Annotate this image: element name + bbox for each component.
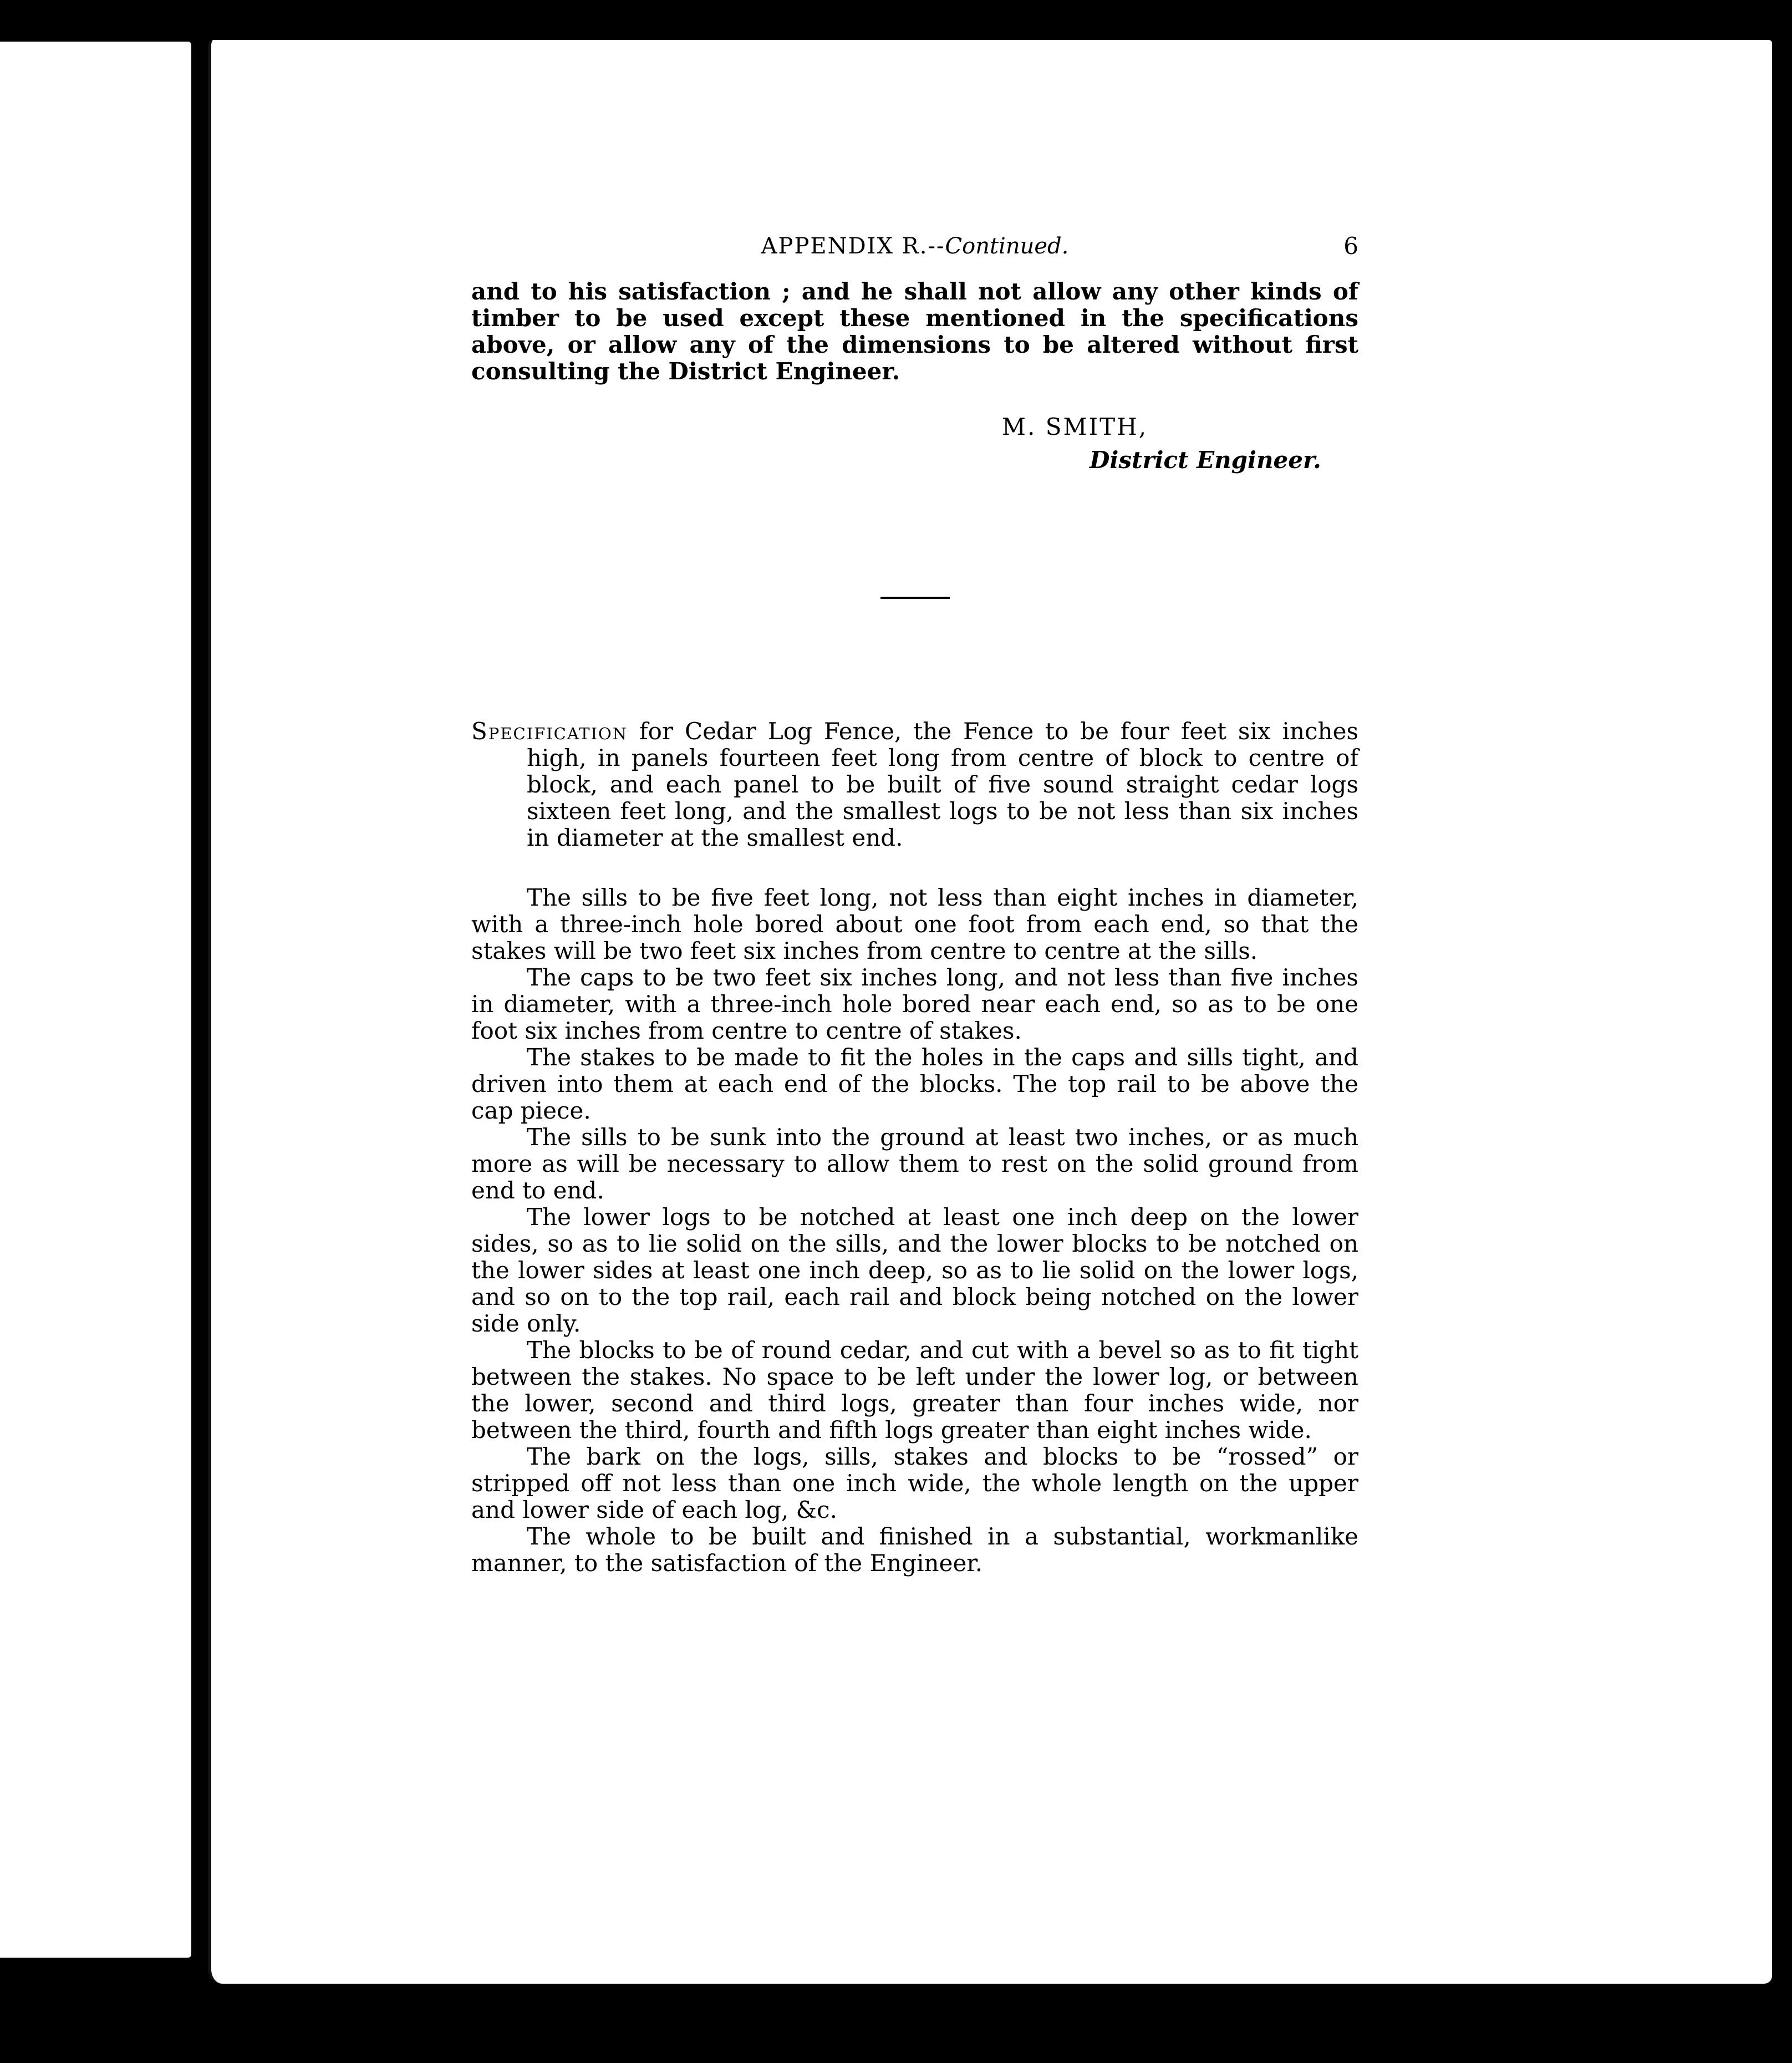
- notching-paragraph: The lower logs to be notched at least one inch deep on the lower sides, so as to lie solid on the sills, and the lower blocks to be notched on the lower sides at least one inch deep, so as to lie solid on the lower logs, and so on to the top rail, each rail and block being notched on the lower side only.: [471, 1203, 1358, 1337]
- sills-paragraph: The sills to be five feet long, not less than eight inches in diameter, with a three-inch hole bored about one foot from each end, so that the stakes will be two feet six inches from centre to centre at the sills.: [471, 884, 1358, 964]
- stakes-paragraph: The stakes to be made to fit the holes in the caps and sills tight, and driven into them at each end of the blocks. The top rail to be above the cap piece.: [471, 1044, 1358, 1124]
- continued-label: Continued.: [945, 233, 1069, 259]
- page-number: 6: [1343, 232, 1358, 260]
- signatory-title: District Engineer.: [1090, 446, 1321, 474]
- section-divider: [880, 597, 950, 599]
- running-head-title: [471, 233, 1358, 260]
- blocks-paragraph: The blocks to be of round cedar, and cut with a bevel so as to fit tight between the stakes. No space to be left under the lower log, or between the lower, second and third logs, greater than four inches wide, nor between the third, fourth and fifth logs greater than eight inches wide.: [471, 1337, 1358, 1444]
- signature-block: [471, 414, 1358, 480]
- sinking-paragraph: The sills to be sunk into the ground at least two inches, or as much more as will be necessary to allow them to rest on the solid ground from end to end.: [471, 1124, 1358, 1204]
- appendix-label: APPENDIX R.--: [761, 233, 945, 259]
- opening-paragraph: and to his satisfaction ; and he shall not allow any other kinds of timber to be used except these mentioned in the specifications above, or allow any of the dimensions to be altered without first consulting the District Engineer.: [471, 278, 1358, 385]
- caps-paragraph: The caps to be two feet six inches long, and not less than five inches in diameter, with a three-inch hole bored near each end, so as to be one foot six inches from centre to centre of stakes.: [471, 964, 1358, 1044]
- signatory-name: M. SMITH,: [1002, 413, 1148, 440]
- specification-heading-paragraph: [471, 718, 1358, 851]
- running-head: [471, 233, 1358, 266]
- specification-text: for Cedar Log Fence, the Fence to be four feet six inches high, in panels fourteen feet long from centre of block to centre of block, and each panel to be built of five sound straight cedar logs sixteen feet long, and the smallest logs to be not less than six inches in diameter at the smallest end.: [527, 718, 1358, 851]
- bark-paragraph: The bark on the logs, sills, stakes and blocks to be “rossed” or stripped off not less than one inch wide, the whole length on the upper and lower side of each log, &c.: [471, 1443, 1358, 1523]
- page-content: [471, 233, 1358, 1577]
- finish-paragraph: The whole to be built and finished in a substantial, workmanlike manner, to the satisfaction of the Engineer.: [471, 1523, 1358, 1577]
- left-page-edge: [0, 42, 191, 1958]
- specification-lead: Specification: [471, 718, 628, 745]
